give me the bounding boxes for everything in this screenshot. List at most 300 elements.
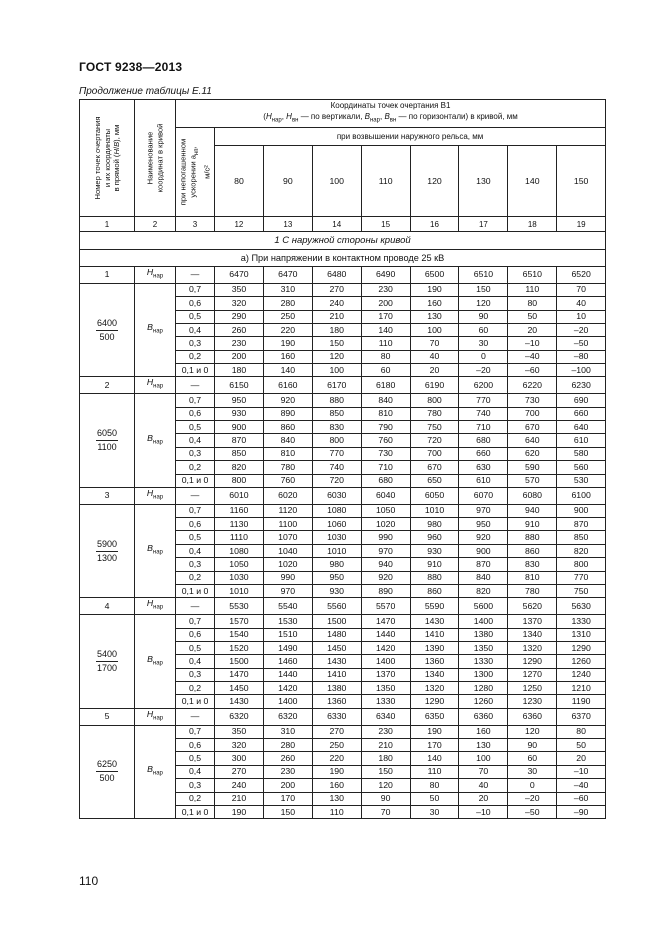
value-cell: 740 bbox=[312, 461, 361, 474]
value-cell: 890 bbox=[361, 585, 410, 598]
accel-cell: 0,4 bbox=[176, 544, 215, 557]
value-cell: 6520 bbox=[557, 267, 606, 284]
value-cell: 150 bbox=[459, 283, 508, 296]
value-cell: 720 bbox=[410, 434, 459, 447]
value-cell: 580 bbox=[557, 447, 606, 460]
value-cell: –60 bbox=[508, 364, 557, 377]
value-cell: 1350 bbox=[459, 641, 508, 654]
value-cell: 860 bbox=[263, 420, 312, 433]
value-cell: 560 bbox=[557, 461, 606, 474]
accel-cell: 0,6 bbox=[176, 518, 215, 531]
value-cell: 320 bbox=[215, 739, 264, 752]
header-elevation-value: 90 bbox=[263, 146, 312, 217]
header-elevation-value: 130 bbox=[459, 146, 508, 217]
value-cell: 6320 bbox=[215, 708, 264, 725]
value-cell: 1020 bbox=[361, 518, 410, 531]
value-cell: 6220 bbox=[508, 377, 557, 394]
value-cell: 70 bbox=[557, 283, 606, 296]
coord-name-b: $B_{нар}$ bbox=[135, 725, 176, 819]
value-cell: 1530 bbox=[263, 615, 312, 628]
value-cell: 650 bbox=[410, 474, 459, 487]
value-cell: 140 bbox=[361, 323, 410, 336]
value-cell: 900 bbox=[557, 504, 606, 517]
value-cell: 60 bbox=[508, 752, 557, 765]
value-cell: 250 bbox=[312, 739, 361, 752]
value-cell: 250 bbox=[263, 310, 312, 323]
value-cell: 1110 bbox=[215, 531, 264, 544]
value-cell: 70 bbox=[361, 805, 410, 818]
value-cell: 1310 bbox=[557, 628, 606, 641]
accel-cell: 0,6 bbox=[176, 407, 215, 420]
value-cell: 20 bbox=[459, 792, 508, 805]
value-cell: 970 bbox=[263, 585, 312, 598]
table-row bbox=[80, 725, 606, 738]
value-cell: 1430 bbox=[215, 695, 264, 708]
value-cell: 700 bbox=[508, 407, 557, 420]
value-cell: 710 bbox=[459, 420, 508, 433]
value-cell: 320 bbox=[215, 297, 264, 310]
value-cell: 1470 bbox=[215, 668, 264, 681]
value-cell: 1190 bbox=[557, 695, 606, 708]
value-cell: –90 bbox=[557, 805, 606, 818]
value-cell: 190 bbox=[215, 805, 264, 818]
value-cell: 1360 bbox=[410, 655, 459, 668]
table-row bbox=[80, 267, 606, 284]
value-cell: 1100 bbox=[263, 518, 312, 531]
value-cell: 180 bbox=[312, 323, 361, 336]
point-cell bbox=[80, 708, 135, 725]
accel-cell: 0,6 bbox=[176, 739, 215, 752]
value-cell: 100 bbox=[410, 323, 459, 336]
value-cell: 1030 bbox=[312, 531, 361, 544]
value-cell: 610 bbox=[557, 434, 606, 447]
value-cell: 70 bbox=[410, 337, 459, 350]
value-cell: 1460 bbox=[263, 655, 312, 668]
value-cell: 920 bbox=[361, 571, 410, 584]
value-cell: 1390 bbox=[410, 641, 459, 654]
value-cell: 1380 bbox=[312, 682, 361, 695]
value-cell: 6080 bbox=[508, 487, 557, 504]
value-cell: 90 bbox=[508, 739, 557, 752]
coord-name-b: $B_{нар}$ bbox=[135, 504, 176, 598]
value-cell: 830 bbox=[312, 420, 361, 433]
value-cell: 50 bbox=[410, 792, 459, 805]
value-cell: 780 bbox=[410, 407, 459, 420]
value-cell: 810 bbox=[508, 571, 557, 584]
value-cell: 880 bbox=[410, 571, 459, 584]
value-cell: 5560 bbox=[312, 598, 361, 615]
value-cell: 1330 bbox=[557, 615, 606, 628]
column-number: 17 bbox=[459, 217, 508, 232]
value-cell: 220 bbox=[263, 323, 312, 336]
header-coord-title: Координаты точек очертания В1 bbox=[330, 101, 451, 111]
value-cell: 930 bbox=[312, 585, 361, 598]
value-cell: 680 bbox=[459, 434, 508, 447]
table-caption: Продолжение таблицы Е.11 bbox=[79, 86, 212, 97]
value-cell: 10 bbox=[557, 310, 606, 323]
coord-b: 1700 bbox=[96, 663, 118, 673]
value-cell: 1400 bbox=[459, 615, 508, 628]
value-cell: 170 bbox=[410, 739, 459, 752]
value-cell: 980 bbox=[410, 518, 459, 531]
accel-cell: 0,2 bbox=[176, 682, 215, 695]
value-cell: 240 bbox=[312, 297, 361, 310]
value-cell: 6200 bbox=[459, 377, 508, 394]
accel-cell: 0,4 bbox=[176, 765, 215, 778]
value-cell: 990 bbox=[361, 531, 410, 544]
value-cell: 680 bbox=[361, 474, 410, 487]
table-row bbox=[80, 377, 606, 394]
value-cell: 80 bbox=[557, 725, 606, 738]
value-cell: 590 bbox=[508, 461, 557, 474]
value-cell: 1020 bbox=[263, 558, 312, 571]
value-cell: 940 bbox=[361, 558, 410, 571]
point-number: 3 bbox=[104, 490, 110, 501]
value-cell: 1450 bbox=[312, 641, 361, 654]
column-number: 3 bbox=[176, 217, 215, 232]
value-cell: 350 bbox=[215, 725, 264, 738]
value-cell: –50 bbox=[508, 805, 557, 818]
header-elevation-value: 80 bbox=[215, 146, 264, 217]
value-cell: 1210 bbox=[557, 682, 606, 695]
column-number: 14 bbox=[312, 217, 361, 232]
value-cell: 860 bbox=[508, 544, 557, 557]
value-cell: 280 bbox=[263, 297, 312, 310]
value-cell: 1290 bbox=[410, 695, 459, 708]
value-cell: 850 bbox=[215, 447, 264, 460]
document-title: ГОСТ 9238—2013 bbox=[79, 60, 183, 74]
value-cell: 290 bbox=[215, 310, 264, 323]
value-cell: 1360 bbox=[312, 695, 361, 708]
value-cell: 840 bbox=[361, 394, 410, 407]
value-cell: 970 bbox=[459, 504, 508, 517]
value-cell: 6170 bbox=[312, 377, 361, 394]
value-cell: 690 bbox=[557, 394, 606, 407]
value-cell: 900 bbox=[215, 420, 264, 433]
value-cell: 6340 bbox=[361, 708, 410, 725]
value-cell: 110 bbox=[312, 805, 361, 818]
value-cell: 130 bbox=[410, 310, 459, 323]
value-cell: 6180 bbox=[361, 377, 410, 394]
coord-name-b: $B_{нар}$ bbox=[135, 283, 176, 377]
column-number: 13 bbox=[263, 217, 312, 232]
accel-cell: 0,7 bbox=[176, 394, 215, 407]
value-cell: –10 bbox=[508, 337, 557, 350]
value-cell: 1430 bbox=[410, 615, 459, 628]
value-cell: 350 bbox=[215, 283, 264, 296]
value-cell: 820 bbox=[459, 585, 508, 598]
accel-cell: — bbox=[176, 377, 215, 394]
value-cell: 230 bbox=[361, 283, 410, 296]
value-cell: 140 bbox=[263, 364, 312, 377]
value-cell: 1060 bbox=[312, 518, 361, 531]
value-cell: 950 bbox=[459, 518, 508, 531]
coord-name-h: $H_{нар}$ bbox=[135, 598, 176, 615]
accel-cell: — bbox=[176, 487, 215, 504]
value-cell: 100 bbox=[459, 752, 508, 765]
value-cell: 6500 bbox=[410, 267, 459, 284]
value-cell: 230 bbox=[263, 765, 312, 778]
value-cell: 6160 bbox=[263, 377, 312, 394]
value-cell: 190 bbox=[263, 337, 312, 350]
value-cell: 850 bbox=[312, 407, 361, 420]
value-cell: 140 bbox=[410, 752, 459, 765]
coord-name-h: $H_{нар}$ bbox=[135, 708, 176, 725]
column-number: 19 bbox=[557, 217, 606, 232]
coord-h: 6400 bbox=[96, 318, 118, 331]
header-coord-subtitle: ($H_{нар}$, $H_{вн}$ — по вертикали, $B_{нар}$, $B_{вн}$ — по горизонтали) в кривой, мм bbox=[263, 112, 518, 124]
value-cell: 1160 bbox=[215, 504, 264, 517]
coordinates-fraction bbox=[96, 759, 118, 784]
coord-h: 6250 bbox=[96, 759, 118, 772]
accel-cell: — bbox=[176, 267, 215, 284]
coord-b: 1300 bbox=[96, 552, 118, 563]
accel-cell: 0,4 bbox=[176, 434, 215, 447]
value-cell: 160 bbox=[459, 725, 508, 738]
value-cell: 1010 bbox=[215, 585, 264, 598]
accel-cell: 0,5 bbox=[176, 420, 215, 433]
coord-name-h: $H_{нар}$ bbox=[135, 267, 176, 284]
value-cell: 640 bbox=[557, 420, 606, 433]
value-cell: 990 bbox=[263, 571, 312, 584]
value-cell: 1410 bbox=[410, 628, 459, 641]
value-cell: 0 bbox=[459, 350, 508, 363]
value-cell: 1230 bbox=[508, 695, 557, 708]
value-cell: 880 bbox=[312, 394, 361, 407]
value-cell: 120 bbox=[508, 725, 557, 738]
value-cell: 1400 bbox=[263, 695, 312, 708]
value-cell: 270 bbox=[215, 765, 264, 778]
value-cell: 5620 bbox=[508, 598, 557, 615]
coord-name-h: $H_{нар}$ bbox=[135, 377, 176, 394]
coord-h: 6050 bbox=[96, 428, 118, 441]
coord-b: 500 bbox=[99, 331, 115, 342]
value-cell: 20 bbox=[508, 323, 557, 336]
header-col3-line3: м/с² bbox=[202, 165, 212, 179]
value-cell: 820 bbox=[215, 461, 264, 474]
value-cell: 640 bbox=[508, 434, 557, 447]
value-cell: 280 bbox=[263, 739, 312, 752]
value-cell: 1370 bbox=[508, 615, 557, 628]
accel-cell: — bbox=[176, 708, 215, 725]
point-coordinates bbox=[80, 725, 135, 819]
value-cell: 930 bbox=[410, 544, 459, 557]
accel-cell: 0,1 и 0 bbox=[176, 585, 215, 598]
value-cell: 260 bbox=[215, 323, 264, 336]
header-elevation-value: 140 bbox=[508, 146, 557, 217]
accel-cell: 0,1 и 0 bbox=[176, 805, 215, 818]
value-cell: 1420 bbox=[263, 682, 312, 695]
value-cell: 970 bbox=[361, 544, 410, 557]
value-cell: 980 bbox=[312, 558, 361, 571]
section-title: 1 С наружной стороны кривой bbox=[80, 232, 606, 250]
value-cell: 90 bbox=[459, 310, 508, 323]
header-col2-line1: Наименование bbox=[145, 131, 155, 185]
point-coordinates bbox=[80, 615, 135, 709]
value-cell: 150 bbox=[312, 337, 361, 350]
coordinates-fraction bbox=[96, 539, 118, 564]
value-cell: 910 bbox=[410, 558, 459, 571]
header-col3-line2: ускорении $a_{нп}$, bbox=[187, 146, 200, 198]
value-cell: 1270 bbox=[508, 668, 557, 681]
value-cell: 5600 bbox=[459, 598, 508, 615]
value-cell: 220 bbox=[312, 752, 361, 765]
coord-h: 5400 bbox=[96, 649, 118, 662]
accel-cell: 0,3 bbox=[176, 558, 215, 571]
value-cell: 1030 bbox=[215, 571, 264, 584]
value-cell: 1260 bbox=[459, 695, 508, 708]
value-cell: 6320 bbox=[263, 708, 312, 725]
value-cell: 60 bbox=[361, 364, 410, 377]
column-number: 2 bbox=[135, 217, 176, 232]
table-row bbox=[80, 615, 606, 628]
value-cell: 210 bbox=[361, 739, 410, 752]
value-cell: –20 bbox=[508, 792, 557, 805]
accel-cell: 0,7 bbox=[176, 615, 215, 628]
value-cell: 6510 bbox=[459, 267, 508, 284]
value-cell: 1450 bbox=[215, 682, 264, 695]
value-cell: 150 bbox=[263, 805, 312, 818]
value-cell: 1010 bbox=[312, 544, 361, 557]
value-cell: 200 bbox=[263, 779, 312, 792]
value-cell: 6510 bbox=[508, 267, 557, 284]
page-number: 110 bbox=[79, 874, 99, 888]
value-cell: 6470 bbox=[263, 267, 312, 284]
value-cell: 570 bbox=[508, 474, 557, 487]
value-cell: 50 bbox=[557, 739, 606, 752]
accel-cell: 0,4 bbox=[176, 323, 215, 336]
value-cell: 190 bbox=[410, 283, 459, 296]
value-cell: 1540 bbox=[215, 628, 264, 641]
accel-cell: 0,5 bbox=[176, 641, 215, 654]
value-cell: 1280 bbox=[459, 682, 508, 695]
accel-cell: 0,5 bbox=[176, 531, 215, 544]
accel-cell: 0,2 bbox=[176, 461, 215, 474]
value-cell: 90 bbox=[361, 792, 410, 805]
coord-name-b: $B_{нар}$ bbox=[135, 394, 176, 488]
coord-name-b: $B_{нар}$ bbox=[135, 615, 176, 709]
value-cell: 5530 bbox=[215, 598, 264, 615]
accel-cell: 0,2 bbox=[176, 350, 215, 363]
value-cell: 1520 bbox=[215, 641, 264, 654]
value-cell: 1250 bbox=[508, 682, 557, 695]
value-cell: 50 bbox=[508, 310, 557, 323]
value-cell: 870 bbox=[557, 518, 606, 531]
coord-b: 500 bbox=[99, 773, 115, 784]
header-col2-line2: координат в кривой bbox=[155, 123, 164, 193]
header-coord-name bbox=[135, 100, 176, 217]
header-elevation-value: 100 bbox=[312, 146, 361, 217]
value-cell: 6040 bbox=[361, 487, 410, 504]
value-cell: 130 bbox=[312, 792, 361, 805]
value-cell: 160 bbox=[312, 779, 361, 792]
value-cell: 1290 bbox=[508, 655, 557, 668]
column-number: 1 bbox=[80, 217, 135, 232]
value-cell: 660 bbox=[459, 447, 508, 460]
value-cell: 6490 bbox=[361, 267, 410, 284]
value-cell: 760 bbox=[263, 474, 312, 487]
value-cell: 950 bbox=[215, 394, 264, 407]
value-cell: 210 bbox=[215, 792, 264, 805]
value-cell: 1330 bbox=[361, 695, 410, 708]
value-cell: 1240 bbox=[557, 668, 606, 681]
value-cell: 1440 bbox=[263, 668, 312, 681]
value-cell: 1350 bbox=[361, 682, 410, 695]
value-cell: 270 bbox=[312, 725, 361, 738]
value-cell: 940 bbox=[508, 504, 557, 517]
value-cell: 840 bbox=[263, 434, 312, 447]
value-cell: 830 bbox=[508, 558, 557, 571]
value-cell: 870 bbox=[215, 434, 264, 447]
value-cell: 1040 bbox=[263, 544, 312, 557]
value-cell: 210 bbox=[312, 310, 361, 323]
value-cell: 6370 bbox=[557, 708, 606, 725]
value-cell: 5570 bbox=[361, 598, 410, 615]
value-cell: 310 bbox=[263, 283, 312, 296]
accel-cell: 0,1 и 0 bbox=[176, 474, 215, 487]
value-cell: 880 bbox=[508, 531, 557, 544]
value-cell: 1510 bbox=[263, 628, 312, 641]
header-elevation-value: 150 bbox=[557, 146, 606, 217]
header-col1-line3: в прямой (H/B), мм bbox=[111, 124, 121, 192]
value-cell: 190 bbox=[410, 725, 459, 738]
accel-cell: 0,3 bbox=[176, 668, 215, 681]
value-cell: 850 bbox=[557, 531, 606, 544]
column-number: 12 bbox=[215, 217, 264, 232]
value-cell: 5630 bbox=[557, 598, 606, 615]
value-cell: 610 bbox=[459, 474, 508, 487]
value-cell: –40 bbox=[508, 350, 557, 363]
value-cell: 1340 bbox=[410, 668, 459, 681]
value-cell: 1490 bbox=[263, 641, 312, 654]
value-cell: 20 bbox=[410, 364, 459, 377]
value-cell: –60 bbox=[557, 792, 606, 805]
point-number: 5 bbox=[104, 711, 110, 722]
point-coordinates bbox=[80, 394, 135, 488]
value-cell: 840 bbox=[459, 571, 508, 584]
value-cell: 780 bbox=[508, 585, 557, 598]
point-coordinates bbox=[80, 504, 135, 598]
value-cell: 200 bbox=[215, 350, 264, 363]
value-cell: 1320 bbox=[410, 682, 459, 695]
value-cell: 1080 bbox=[215, 544, 264, 557]
value-cell: –40 bbox=[557, 779, 606, 792]
value-cell: 310 bbox=[263, 725, 312, 738]
value-cell: 30 bbox=[459, 337, 508, 350]
point-cell bbox=[80, 377, 135, 394]
value-cell: 180 bbox=[215, 364, 264, 377]
value-cell: 1340 bbox=[508, 628, 557, 641]
value-cell: 5590 bbox=[410, 598, 459, 615]
value-cell: 810 bbox=[361, 407, 410, 420]
value-cell: 820 bbox=[557, 544, 606, 557]
value-cell: 920 bbox=[263, 394, 312, 407]
table-row bbox=[80, 598, 606, 615]
value-cell: 6190 bbox=[410, 377, 459, 394]
accel-cell: 0,7 bbox=[176, 504, 215, 517]
value-cell: 810 bbox=[263, 447, 312, 460]
value-cell: 780 bbox=[263, 461, 312, 474]
value-cell: –20 bbox=[459, 364, 508, 377]
value-cell: 950 bbox=[312, 571, 361, 584]
table-row bbox=[80, 504, 606, 517]
value-cell: 60 bbox=[459, 323, 508, 336]
value-cell: 860 bbox=[410, 585, 459, 598]
point-number: 2 bbox=[104, 379, 110, 390]
value-cell: 6070 bbox=[459, 487, 508, 504]
accel-cell: 0,2 bbox=[176, 792, 215, 805]
table-row bbox=[80, 283, 606, 296]
